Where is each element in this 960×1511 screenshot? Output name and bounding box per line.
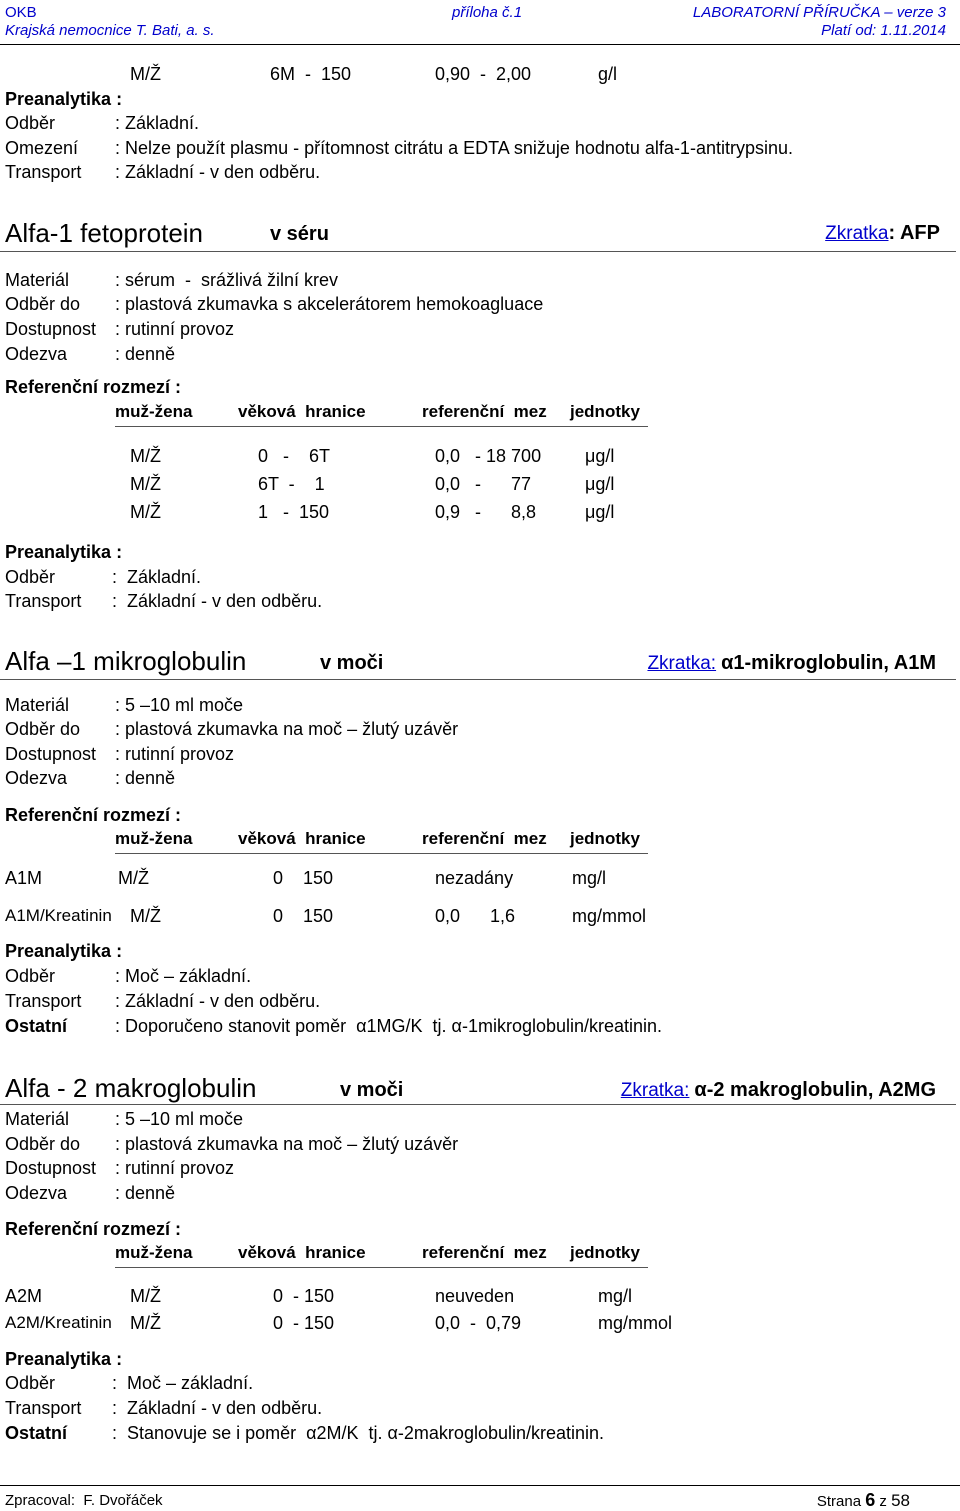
table-cell-range: 0,0 - 77	[435, 474, 532, 494]
sample-type-afp: v séru	[270, 223, 329, 245]
table-cell-unit: μg/l	[585, 502, 615, 522]
footer-page-prefix: Strana	[816, 1493, 862, 1510]
odber-do-value: : plastová zkumavka s akcelerátorem hemokoagluace	[115, 294, 544, 314]
dostupnost-value: : rutinní provoz	[115, 744, 235, 764]
odezva-label: Odezva	[5, 1183, 68, 1203]
footer-current-page: 6	[865, 1490, 876, 1510]
table-header-rule	[115, 1267, 648, 1268]
ref-range-heading: Referenční rozmezí :	[5, 805, 182, 825]
dostupnost-value: : rutinní provoz	[115, 319, 235, 339]
header-rule	[0, 44, 960, 45]
zkratka-link[interactable]: Zkratka	[825, 223, 889, 244]
table-cell-unit: μg/l	[585, 446, 615, 466]
table-cell-range: 0,0 - 18 700	[435, 446, 542, 466]
header-manual-title: LABORATORNÍ PŘÍRUČKA – verze 3	[692, 4, 946, 21]
ref-range: 0,90 - 2,00	[435, 64, 532, 84]
odber-value: : Moč – základní.	[115, 966, 252, 986]
sample-type-a2m: v moči	[340, 1079, 404, 1101]
col-header-range: referenční mez	[422, 1243, 547, 1262]
footer-page-number	[817, 1490, 910, 1511]
section-title-afp: Alfa-1 fetoprotein	[5, 218, 204, 248]
col-header-age: věková hranice	[238, 1243, 366, 1262]
section-rule	[0, 251, 956, 252]
odber-do-value: : plastová zkumavka na moč – žlutý uzávěr	[115, 719, 459, 739]
dostupnost-label: Dostupnost	[5, 744, 97, 764]
table-cell-range: neuveden	[435, 1286, 515, 1306]
ostatni-label: Ostatní	[5, 1423, 68, 1443]
transport-label: Transport	[5, 991, 82, 1011]
table-cell-age: 0 - 150	[273, 1286, 335, 1306]
footer-page-sep: z	[879, 1493, 887, 1510]
col-header-unit: jednotky	[570, 402, 640, 421]
table-cell-unit: mg/mmol	[598, 1313, 673, 1333]
section-rule	[0, 679, 956, 680]
ref-sex: M/Ž	[130, 64, 161, 84]
section-title-a1m: Alfa –1 mikroglobulin	[5, 646, 247, 676]
odber-value: : Základní.	[112, 567, 202, 587]
table-cell-sex: M/Ž	[130, 1313, 161, 1333]
col-header-sex: muž-žena	[115, 1243, 193, 1262]
zkratka-a2m	[621, 1079, 936, 1102]
dostupnost-label: Dostupnost	[5, 1158, 97, 1178]
zkratka-link[interactable]: Zkratka:	[620, 1080, 690, 1101]
material-value: : 5 –10 ml moče	[115, 1109, 244, 1129]
col-header-sex: muž-žena	[115, 829, 193, 848]
transport-value: : Základní - v den odběru.	[112, 591, 323, 611]
odezva-value: : denně	[115, 1183, 176, 1203]
table-cell-name: A1M/Kreatinin	[5, 906, 112, 925]
ref-range-heading: Referenční rozmezí :	[5, 1219, 182, 1239]
footer-author: Zpracoval: F. Dvořáček	[5, 1492, 163, 1509]
odber-value: : Moč – základní.	[112, 1373, 254, 1393]
col-header-unit: jednotky	[570, 829, 640, 848]
dostupnost-value: : rutinní provoz	[115, 1158, 235, 1178]
odber-do-label: Odběr do	[5, 1134, 81, 1154]
preanalytika-heading: Preanalytika :	[5, 1349, 123, 1369]
odber-do-label: Odběr do	[5, 719, 81, 739]
table-cell-age: 0 - 6T	[258, 446, 331, 466]
table-cell-sex: M/Ž	[130, 1286, 161, 1306]
col-header-range: referenční mez	[422, 402, 547, 421]
odber-label: Odběr	[5, 1373, 56, 1393]
table-cell-unit: μg/l	[585, 474, 615, 494]
table-cell-range: 0,9 - 8,8	[435, 502, 537, 522]
transport-value: : Základní - v den odběru.	[115, 162, 321, 182]
table-cell-name: A2M	[5, 1286, 43, 1306]
header-valid-from: Platí od: 1.11.2014	[821, 22, 946, 39]
omezeni-value: : Nelze použít plasmu - přítomnost citrátu a EDTA snižuje hodnotu alfa-1-antitrypsinu.	[115, 138, 793, 158]
footer-rule	[0, 1485, 960, 1486]
odber-label: Odběr	[5, 966, 56, 986]
table-cell-name: A2M/Kreatinin	[5, 1313, 112, 1332]
table-cell-sex: M/Ž	[130, 502, 161, 522]
odber-value: : Základní.	[115, 113, 200, 133]
zkratka-link[interactable]: Zkratka:	[647, 653, 717, 674]
odezva-label: Odezva	[5, 768, 68, 788]
ref-age: 6M - 150	[270, 64, 352, 84]
zkratka-afp	[825, 222, 940, 245]
odezva-value: : denně	[115, 344, 176, 364]
odber-label: Odběr	[5, 567, 56, 587]
preanalytika-heading: Preanalytika :	[5, 542, 123, 562]
col-header-age: věková hranice	[238, 829, 366, 848]
table-cell-age: 6T - 1	[258, 474, 325, 494]
table-cell-range: 0,0 1,6	[435, 906, 516, 926]
ostatni-value: : Doporučeno stanovit poměr α1MG/K tj. α-1mikroglobulin/kreatinin.	[115, 1016, 663, 1036]
transport-value: : Základní - v den odběru.	[115, 991, 321, 1011]
table-cell-unit: mg/l	[572, 868, 607, 888]
ostatni-label: Ostatní	[5, 1016, 68, 1036]
transport-label: Transport	[5, 591, 82, 611]
material-label: Materiál	[5, 270, 70, 290]
section-rule	[0, 1104, 956, 1105]
zkratka-value: α-2 makroglobulin, A2MG	[694, 1079, 936, 1101]
material-label: Materiál	[5, 695, 70, 715]
omezeni-label: Omezení	[5, 138, 79, 158]
table-cell-age: 1 - 150	[258, 502, 330, 522]
table-cell-sex: M/Ž	[130, 474, 161, 494]
table-cell-sex: M/Ž	[130, 446, 161, 466]
col-header-age: věková hranice	[238, 402, 366, 421]
table-cell-range: nezadány	[435, 868, 514, 888]
transport-label: Transport	[5, 162, 82, 182]
odezva-label: Odezva	[5, 344, 68, 364]
header-department: OKB	[5, 4, 37, 21]
material-value: : 5 –10 ml moče	[115, 695, 244, 715]
ref-range-heading: Referenční rozmezí :	[5, 377, 182, 397]
col-header-unit: jednotky	[570, 1243, 640, 1262]
col-header-range: referenční mez	[422, 829, 547, 848]
odber-label: Odběr	[5, 113, 56, 133]
table-cell-range: 0,0 - 0,79	[435, 1313, 522, 1333]
table-header-rule	[115, 426, 648, 427]
zkratka-value: : AFP	[888, 222, 940, 244]
section-title-a2m: Alfa - 2 makroglobulin	[5, 1073, 257, 1103]
col-header-sex: muž-žena	[115, 402, 193, 421]
table-cell-age: 0 150	[273, 906, 334, 926]
table-cell-sex: M/Ž	[118, 868, 149, 888]
preanalytika-heading: Preanalytika :	[5, 89, 123, 109]
material-label: Materiál	[5, 1109, 70, 1129]
table-cell-age: 0 150	[273, 868, 334, 888]
header-hospital: Krajská nemocnice T. Bati, a. s.	[5, 22, 215, 39]
zkratka-value: α1-mikroglobulin, A1M	[721, 652, 936, 674]
sample-type-a1m: v moči	[320, 652, 384, 674]
table-cell-sex: M/Ž	[130, 906, 161, 926]
odber-do-label: Odběr do	[5, 294, 81, 314]
table-cell-unit: mg/l	[598, 1286, 633, 1306]
zkratka-a1m	[647, 652, 936, 675]
transport-value: : Základní - v den odběru.	[112, 1398, 323, 1418]
dostupnost-label: Dostupnost	[5, 319, 97, 339]
header-attachment: příloha č.1	[452, 4, 523, 21]
ref-unit: g/l	[598, 64, 618, 84]
material-value: : sérum - srážlivá žilní krev	[115, 270, 339, 290]
table-cell-name: A1M	[5, 868, 43, 888]
table-cell-unit: mg/mmol	[572, 906, 647, 926]
table-cell-age: 0 - 150	[273, 1313, 335, 1333]
odber-do-value: : plastová zkumavka na moč – žlutý uzávěr	[115, 1134, 459, 1154]
preanalytika-heading: Preanalytika :	[5, 941, 123, 961]
transport-label: Transport	[5, 1398, 82, 1418]
ostatni-value: : Stanovuje se i poměr α2M/K tj. α-2makroglobulin/kreatinin.	[112, 1423, 605, 1443]
odezva-value: : denně	[115, 768, 176, 788]
footer-total-pages: 58	[891, 1491, 910, 1510]
table-header-rule	[115, 853, 648, 854]
